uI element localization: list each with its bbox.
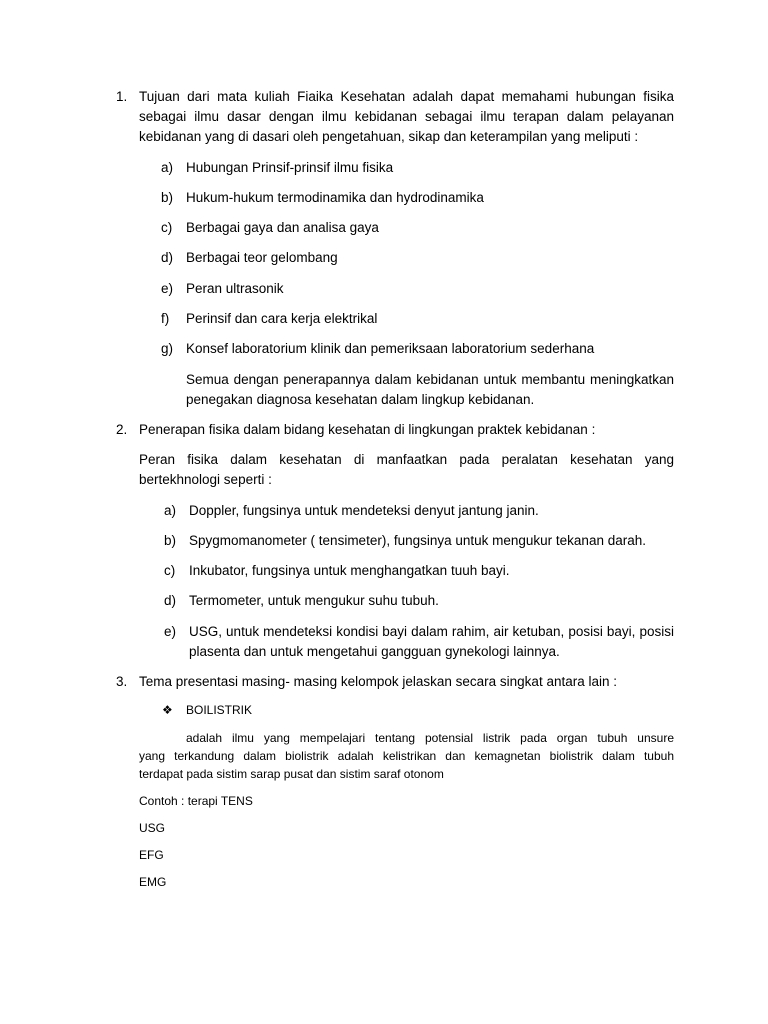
list-item-letter: a)	[164, 503, 177, 518]
list-item: Inkubator, fungsinya untuk menghangatkan tuuh bayi.	[189, 563, 510, 578]
list-item: Perinsif dan cara kerja elektrikal	[186, 311, 378, 326]
list-item-letter: e)	[161, 281, 174, 296]
q3-para-line1: adalah ilmu yang mempelajari tentang potensial listrik pada organ tubuh unsure	[186, 731, 674, 745]
extra-item-usg: USG	[139, 821, 166, 835]
q2-number: 2.	[116, 422, 128, 437]
list-item: USG, untuk mendeteksi kondisi bayi dalam rahim, air ketuban, posisi bayi, posisi plasenta dan untuk mengetahui gangguan gynekologi lainnya.	[189, 624, 674, 659]
q1-closing: Semua dengan penerapannya dalam kebidanan untuk membantu meningkatkan penegakan diagnosa kesehatan dalam lingkup kebidanan.	[186, 372, 674, 407]
list-item-letter: b)	[164, 533, 177, 548]
list-item-letter: d)	[161, 250, 174, 265]
list-item-letter: e)	[164, 624, 177, 639]
contoh-line: Contoh : terapi TENS	[139, 794, 253, 808]
bullet-label: BOILISTRIK	[186, 703, 253, 717]
list-item: Berbagai gaya dan analisa gaya	[186, 220, 379, 235]
list-item-letter: g)	[161, 341, 174, 356]
list-item: Peran ultrasonik	[186, 281, 284, 296]
q1-intro: Tujuan dari mata kuliah Fiaika Kesehatan adalah dapat memahami hubungan fisika sebagai ilmu dasar dengan ilmu kebidanan sebagai ilmu terapan dalam pelayanan kebidanan yang di dasari oleh pengetahuan, sikap dan keterampilan yang meliputi :	[139, 89, 674, 144]
q3-para-line2: yang terkandung dalam biolistrik adalah kelistrikan dan kemagnetan biolistrik dalam tubuh	[139, 749, 674, 763]
list-item-letter: f)	[161, 311, 170, 326]
q3-para-line3: terdapat pada sistim sarap pusat dan sistim saraf otonom	[139, 767, 444, 781]
q3-title: Tema presentasi masing- masing kelompok jelaskan secara singkat antara lain :	[139, 674, 617, 689]
list-item-letter: c)	[161, 220, 173, 235]
q1-number: 1.	[116, 89, 128, 104]
extra-item-efg: EFG	[139, 848, 164, 862]
list-item-letter: b)	[161, 190, 174, 205]
list-item: Termometer, untuk mengukur suhu tubuh.	[189, 593, 439, 608]
list-item-letter: c)	[164, 563, 176, 578]
list-item-letter: d)	[164, 593, 177, 608]
diamond-bullet-icon: ❖	[162, 703, 173, 717]
list-item: Hubungan Prinsif-prinsif ilmu fisika	[186, 160, 394, 175]
extra-item-emg: EMG	[139, 875, 167, 889]
list-item: Doppler, fungsinya untuk mendeteksi denyut jantung janin.	[189, 503, 539, 518]
list-item: Spygmomanometer ( tensimeter), fungsinya untuk mengukur tekanan darah.	[189, 533, 646, 548]
list-item: Hukum-hukum termodinamika dan hydrodinamika	[186, 190, 484, 205]
list-item-letter: a)	[161, 160, 174, 175]
q2-intro: Peran fisika dalam kesehatan di manfaatkan pada peralatan kesehatan yang bertekhnologi seperti :	[139, 452, 674, 487]
q3-number: 3.	[116, 674, 128, 689]
list-item: Berbagai teor gelombang	[186, 250, 338, 265]
list-item: Konsef laboratorium klinik dan pemeriksaan laboratorium sederhana	[186, 341, 595, 356]
q2-title: Penerapan fisika dalam bidang kesehatan di lingkungan praktek kebidanan :	[139, 422, 596, 437]
